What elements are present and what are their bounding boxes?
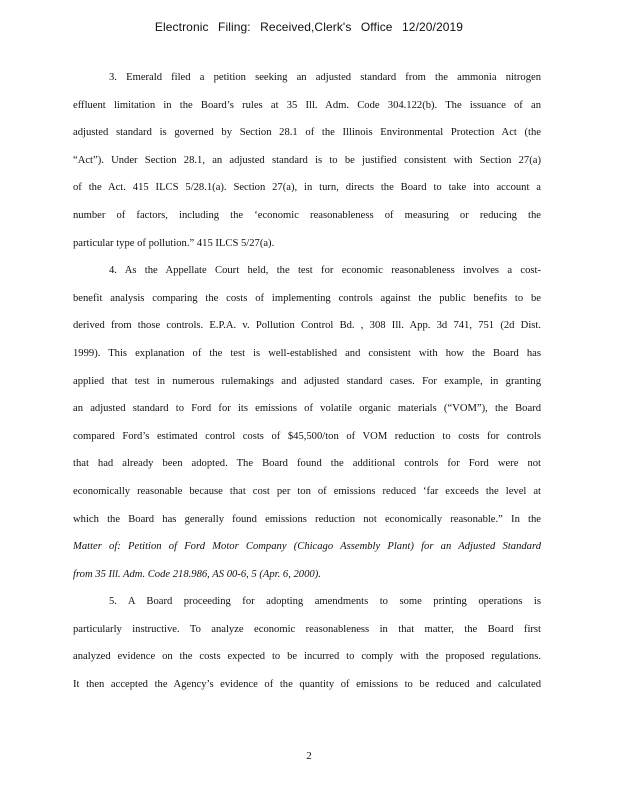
text-line: effluent limitation in the Board’s rules at 35 Ill. Adm. Code 304.122(b). The issuance of an bbox=[73, 99, 541, 111]
text-line: “Act”). Under Section 28.1, an adjusted standard is to be justified consistent with Section 27(a) bbox=[73, 154, 541, 166]
text-line: that had already been adopted. The Board found the additional controls for Ford were not bbox=[73, 458, 541, 470]
text-line: 3. Emerald filed a petition seeking an adjusted standard from the ammonia nitrogen bbox=[109, 72, 541, 83]
text-line: economically reasonable because that cost per ton of emissions reduced ‘far exceeds the level at bbox=[73, 485, 541, 497]
page-number: 2 bbox=[306, 750, 312, 762]
text-line: number of factors, including the ‘economic reasonableness of measuring or reducing the bbox=[73, 209, 541, 221]
text-line: benefit analysis comparing the costs of implementing controls against the public benefits to be bbox=[73, 292, 541, 304]
case-citation-line: Matter of: Petition of Ford Motor Company (Chicago Assembly Plant) for an Adjusted Standard bbox=[73, 541, 541, 553]
filing-stamp-header: Electronic Filing: Received,Clerk's Office 12/20/2019 bbox=[154, 20, 464, 34]
text-line: applied that test in numerous rulemakings and adjusted standard cases. For example, in granting bbox=[73, 375, 541, 387]
document-body bbox=[73, 70, 541, 705]
text-line: adjusted standard is governed by Section 28.1 of the Illinois Environmental Protection Act (the bbox=[73, 127, 541, 139]
text-line: 1999). This explanation of the test is well-established and consistent with how the Board has bbox=[73, 347, 541, 359]
text-line: It then accepted the Agency’s evidence of the quantity of emissions to be reduced and calculated bbox=[73, 679, 541, 691]
text-line: derived from those controls. E.P.A. v. Pollution Control Bd. , 308 Ill. App. 3d 741, 751 (2d Dist. bbox=[73, 320, 541, 332]
text-line: which the Board has generally found emissions reduction not economically reasonable.” In the bbox=[73, 513, 541, 525]
paragraph-5 bbox=[73, 594, 541, 704]
text-line: analyzed evidence on the costs expected to be incurred to comply with the proposed regulations. bbox=[73, 651, 541, 663]
text-line: of the Act. 415 ILCS 5/28.1(a). Section 27(a), in turn, directs the Board to take into account a bbox=[73, 182, 541, 194]
text-line: 4. As the Appellate Court held, the test for economic reasonableness involves a cost- bbox=[109, 265, 541, 277]
case-citation-line: from 35 Ill. Adm. Code 218.986, AS 00-6, 5 (Apr. 6, 2000). bbox=[73, 568, 321, 580]
text-line: particularly instructive. To analyze economic reasonableness in that matter, the Board first bbox=[73, 623, 541, 635]
text-line: particular type of pollution.” 415 ILCS 5/27(a). bbox=[73, 237, 275, 249]
text-line: an adjusted standard to Ford for its emissions of volatile organic materials (“VOM”), the Board bbox=[73, 403, 541, 415]
paragraph-3 bbox=[73, 70, 541, 263]
paragraph-4 bbox=[73, 263, 541, 594]
text-line: 5. A Board proceeding for adopting amendments to some printing operations is bbox=[109, 596, 541, 608]
text-line: compared Ford’s estimated control costs of $45,500/ton of VOM reduction to costs for controls bbox=[73, 430, 541, 442]
